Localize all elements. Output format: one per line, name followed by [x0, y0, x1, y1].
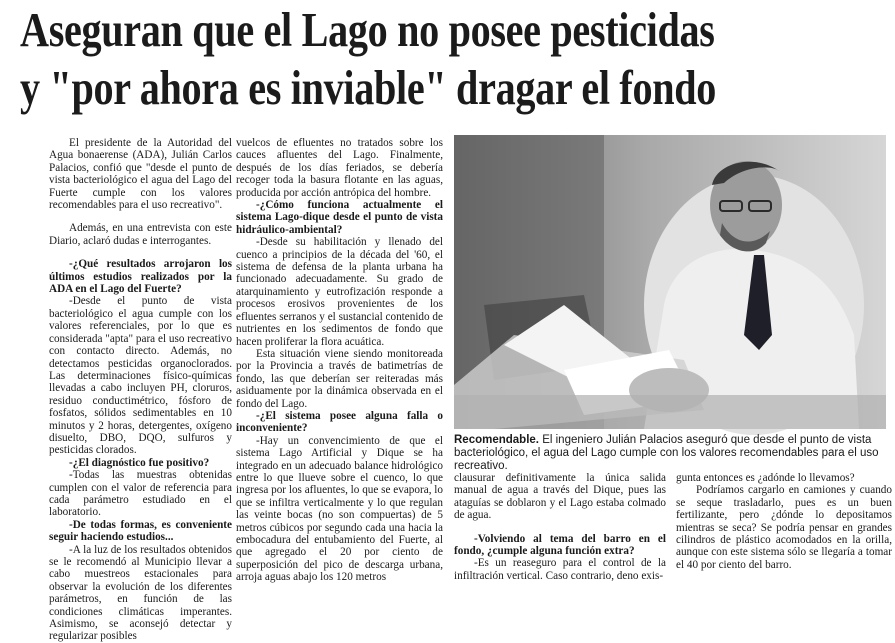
- headline-line-1: Aseguran que el Lago no posee pesticidas: [20, 2, 715, 57]
- interview-question: -¿El diagnóstico fue positivo?: [69, 456, 210, 469]
- caption-text: El ingeniero Julián Palacios aseguró que desde el punto de vista bacteriológico, el agua del Lago cumple con los valores recomendables para el uso recreativo.: [454, 434, 879, 473]
- interview-question: -¿Qué resultados arrojaron los últimos estudios realizados por la ADA en el Lago del Fuerte?: [49, 258, 232, 296]
- paragraph: clausurar definitivamente la única salida manual de agua a través del Dique, pues las ataguías se doblaron y el Lago estaba colmado de agua.: [454, 472, 666, 522]
- interview-answer: -A la luz de los resultados obtenidos se le recomendó al Municipio llevar a cabo muestreos estacionales para observar la evolución de los diferentes parámetros, en función de las condiciones climáticas imperantes. Asimismo, se aconsejó detectar y regularizar posibles: [49, 543, 232, 643]
- article-photo: [454, 135, 886, 429]
- paragraph: El presidente de la Autoridad del Agua bonaerense (ADA), Julián Carlos Palacios, confió que "desde el punto de vista bacteriológico el agua del Lago del Fuerte cumple con los valores recomendables para el uso recreativo".: [49, 137, 232, 212]
- paragraph: vuelcos de efluentes no tratados sobre los cauces afluentes del Lago. Finalmente, después de los días feriados, se debería recoger toda la basura flotante en las aguas, producida por acción antrópica del hombre.: [236, 137, 443, 199]
- interview-question: -De todas formas, es conveniente seguir haciendo estudios...: [49, 518, 232, 544]
- caption-lead: Recomendable.: [454, 434, 539, 446]
- paragraph: gunta entonces es ¿adónde lo llevamos?: [676, 472, 855, 484]
- article-column-3: [454, 472, 666, 582]
- interview-answer: -Hay un convencimiento de que el sistema Lago Artificial y Dique se ha integrado en un adecuado balance hidrológico entre lo que llueve sobre el cuenco, lo que ingresa por los afluentes, lo que se evapora, lo que se infiltra verticalmente y lo que regulan las veinte bocas (no son compuertas) de 5 metros cúbicos por segundo cada una hacia la embocadura del entubamiento del Fuerte, al que agregado el 20 por ciento de superposición del pico de descarga urbana, arroja aguas abajo los 120 metros: [236, 434, 443, 584]
- interview-answer: -Todas las muestras obtenidas cumplen con el valor de referencia para cada parámetro estudiado en el laboratorio.: [49, 469, 232, 519]
- photo-caption: [454, 434, 890, 474]
- article-column-1: [49, 137, 232, 643]
- interview-answer: -Desde el punto de vista bacteriológico el agua cumple con los valores referenciales, por lo que es considerada "apta" para el uso recreativo con contacto directo. Además, no detectamos pesticidas organoclorados. Las determinaciones físico-químicas llevadas a cabo incluyen PH, cloruros, residuo conductimétrico, fósforo de fosfatos, sólidos sedimentables en 10 minutos y 2 horas, detergentes, oxígeno disuelto, DBO, DQO, sulfuros y pesticidas clorados.: [49, 295, 232, 457]
- paragraph: Podríamos cargarlo en camiones y cuando se seque trasladarlo, pues es un buen fertilizante, pero ¿dónde lo depositamos mientras se seca? Se podría pensar en grandes cilindros de plástico acomodados en la orilla, aunque con este sistema sólo se llegaría a tomar el 40 por ciento del barro.: [676, 484, 892, 571]
- photo-illustration: [454, 135, 886, 429]
- interview-question: -¿Cómo funciona actualmente el sistema Lago-dique desde el punto de vista hidráulico-ambiental?: [236, 199, 443, 236]
- headline: [0, 0, 895, 122]
- paragraph: Esta situación viene siendo monitoreada por la Provincia a través de batimetrías de fondo, las que deberían ser reiteradas más asiduamente por la dinámica observada en el fondo del Lago.: [236, 347, 443, 410]
- interview-question: -¿El sistema posee alguna falla o inconveniente?: [236, 409, 443, 435]
- article-column-2: [236, 137, 443, 584]
- interview-answer: -Desde su habilitación y llenado del cuenco a principios de la década del '60, el sistema de defensa de la planta urbana ha funcionado adecuadamente. Su grado de atarquinamiento y eutrofización responde a procesos erosivos provenientes de los efluentes serranos y el sustancial contenido de nutrientes en los sedimentos de fondo que hacen proliferar la flora acuática.: [236, 236, 443, 348]
- paragraph: Además, en una entrevista con este Diario, aclaró dudas e interrogantes.: [49, 222, 232, 247]
- headline-line-2: y "por ahora es inviable" dragar el fondo: [20, 60, 717, 115]
- article-column-4: [676, 472, 892, 575]
- interview-question: -Volviendo al tema del barro en el fondo, ¿cumple alguna función extra?: [454, 532, 666, 558]
- interview-answer: -Es un reaseguro para el control de la infiltración vertical. Caso contrario, deno exis-: [454, 557, 666, 582]
